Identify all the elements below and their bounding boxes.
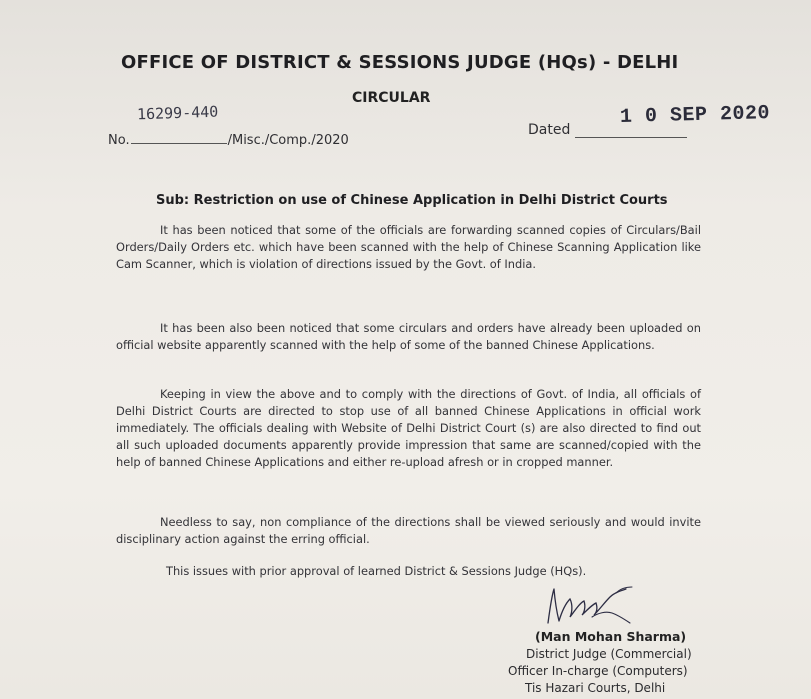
office-heading: OFFICE OF DISTRICT & SESSIONS JUDGE (HQs) - DELHI <box>121 52 679 73</box>
dated-blank-line <box>575 137 687 138</box>
date-stamp: 1 0 SEP 2020 <box>619 102 771 129</box>
document-type: CIRCULAR <box>352 90 431 106</box>
paragraph-2-text: It has been also been noticed that some circulars and orders have already been uploaded on official website apparently scanned with the help of some of the banned Chinese Applications. <box>116 321 701 352</box>
handwritten-reference-number: 16299-440 <box>136 102 219 124</box>
no-blank-line <box>131 131 227 144</box>
signatory-designation-1: District Judge (Commercial) <box>526 647 692 661</box>
reference-number-line <box>108 131 349 148</box>
signatory-name: (Man Mohan Sharma) <box>535 629 687 644</box>
signatory-designation-2: Officer In-charge (Computers) <box>508 664 688 678</box>
paragraph-1 <box>116 222 701 273</box>
paragraph-5 <box>166 563 686 580</box>
paragraph-5-text: This issues with prior approval of learned District & Sessions Judge (HQs). <box>166 564 587 578</box>
paragraph-1-text: It has been noticed that some of the officials are forwarding scanned copies of Circulars/Bail Orders/Daily Orders etc. which have been scanned with the help of Chinese Scanning Application like Cam Scanner, which is violation of directions issued by the Govt. of India. <box>116 223 701 271</box>
paragraph-3-text: Keeping in view the above and to comply with the directions of Govt. of India, all officials of Delhi District Courts are directed to stop use of all banned Chinese Applications in official work immediately. The officials dealing with Website of Delhi District Court (s) are also directed to find out all such uploaded documents apparently provide impression that same are scanned/copied with the help of banned Chinese Applications and either re-upload afresh or in cropped manner. <box>116 387 701 469</box>
no-label: No. <box>108 133 130 148</box>
dated-label: Dated <box>528 122 571 138</box>
paragraph-3 <box>116 386 701 471</box>
paragraph-4 <box>116 514 701 548</box>
no-suffix: /Misc./Comp./2020 <box>227 133 349 148</box>
handwritten-signature <box>540 583 640 628</box>
paragraph-2 <box>116 320 701 354</box>
subject-line: Sub: Restriction on use of Chinese Application in Delhi District Courts <box>156 193 668 208</box>
paragraph-4-text: Needless to say, non compliance of the directions shall be viewed seriously and would invite disciplinary action against the erring official. <box>116 515 701 546</box>
signatory-designation-3: Tis Hazari Courts, Delhi <box>525 681 666 695</box>
